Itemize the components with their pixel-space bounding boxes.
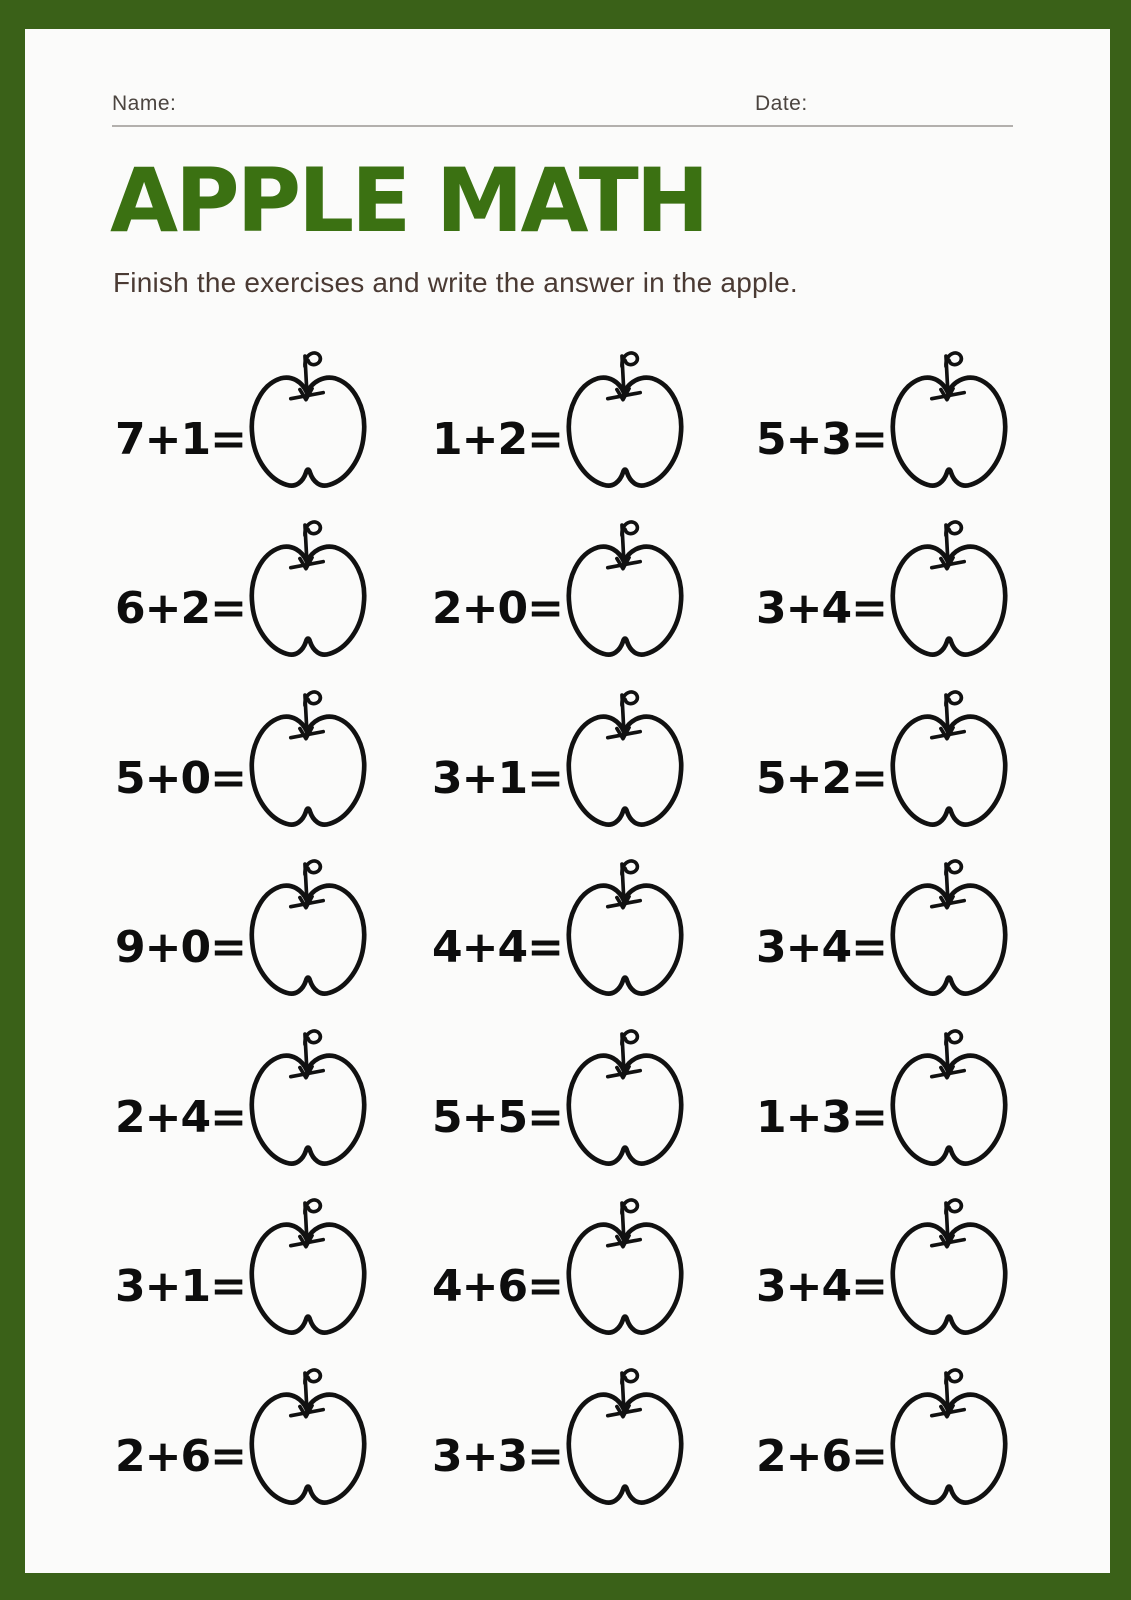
exercise-label: 5+5= — [432, 1091, 563, 1143]
answer-apple[interactable] — [246, 685, 370, 837]
exercise-cell — [112, 676, 429, 846]
exercise-label: 3+4= — [756, 1261, 887, 1313]
exercise-label: 9+0= — [115, 922, 246, 974]
exercise-label: 2+0= — [432, 583, 563, 635]
exercise-label: 5+3= — [756, 413, 887, 465]
answer-apple[interactable] — [887, 854, 1011, 1006]
exercise-cell — [112, 1015, 429, 1185]
worksheet-paper — [25, 29, 1110, 1573]
answer-apple[interactable] — [563, 346, 687, 498]
exercise-cell — [753, 1354, 1017, 1524]
exercise-label: 2+6= — [115, 1430, 246, 1482]
answer-apple[interactable] — [887, 685, 1011, 837]
exercise-cell — [753, 846, 1017, 1016]
exercise-cell — [429, 676, 753, 846]
name-label: Name: — [112, 92, 177, 115]
apple-leaf-loop-icon — [305, 522, 320, 535]
apple-leaf-loop-icon — [622, 692, 637, 705]
apple-leaf-loop-icon — [622, 1370, 637, 1383]
answer-apple[interactable] — [887, 1363, 1011, 1515]
answer-apple[interactable] — [887, 1193, 1011, 1345]
apple-leaf-loop-icon — [305, 353, 320, 366]
apple-leaf-loop-icon — [946, 1031, 961, 1044]
answer-apple[interactable] — [246, 515, 370, 667]
exercise-label: 7+1= — [115, 413, 246, 465]
exercise-label: 3+4= — [756, 583, 887, 635]
exercise-cell — [429, 846, 753, 1016]
exercise-label: 4+4= — [432, 922, 563, 974]
exercise-label: 5+2= — [756, 752, 887, 804]
answer-apple[interactable] — [563, 854, 687, 1006]
answer-apple[interactable] — [246, 1024, 370, 1176]
exercise-label: 1+3= — [756, 1091, 887, 1143]
apple-leaf-loop-icon — [946, 692, 961, 705]
answer-apple[interactable] — [887, 1024, 1011, 1176]
exercise-label: 2+4= — [115, 1091, 246, 1143]
exercise-cell — [429, 1015, 753, 1185]
answer-apple[interactable] — [246, 1193, 370, 1345]
answer-apple[interactable] — [246, 346, 370, 498]
answer-apple[interactable] — [246, 1363, 370, 1515]
exercise-label: 3+1= — [432, 752, 563, 804]
exercise-cell — [429, 337, 753, 507]
exercise-label: 4+6= — [432, 1261, 563, 1313]
date-label: Date: — [755, 92, 808, 115]
exercise-grid — [112, 337, 1017, 1524]
exercise-label: 6+2= — [115, 583, 246, 635]
name-date-line[interactable] — [112, 92, 1013, 127]
answer-apple[interactable] — [563, 685, 687, 837]
answer-apple[interactable] — [563, 1024, 687, 1176]
apple-leaf-loop-icon — [946, 1370, 961, 1383]
apple-leaf-loop-icon — [305, 1370, 320, 1383]
page-title: APPLE MATH — [110, 149, 707, 252]
exercise-cell — [753, 1015, 1017, 1185]
exercise-label: 3+3= — [432, 1430, 563, 1482]
exercise-cell — [429, 1185, 753, 1355]
exercise-label: 2+6= — [756, 1430, 887, 1482]
exercise-cell — [753, 1185, 1017, 1355]
exercise-label: 5+0= — [115, 752, 246, 804]
exercise-label: 3+4= — [756, 922, 887, 974]
exercise-cell — [429, 1354, 753, 1524]
answer-apple[interactable] — [563, 1363, 687, 1515]
apple-leaf-loop-icon — [622, 1200, 637, 1213]
answer-apple[interactable] — [887, 515, 1011, 667]
exercise-cell — [112, 507, 429, 677]
answer-apple[interactable] — [563, 515, 687, 667]
apple-leaf-loop-icon — [946, 353, 961, 366]
apple-leaf-loop-icon — [622, 1031, 637, 1044]
apple-leaf-loop-icon — [305, 1031, 320, 1044]
exercise-cell — [112, 846, 429, 1016]
exercise-cell — [429, 507, 753, 677]
exercise-cell — [753, 337, 1017, 507]
apple-leaf-loop-icon — [305, 861, 320, 874]
answer-apple[interactable] — [887, 346, 1011, 498]
exercise-label: 1+2= — [432, 413, 563, 465]
exercise-cell — [753, 507, 1017, 677]
instructions-text: Finish the exercises and write the answer in the apple. — [113, 267, 798, 298]
exercise-cell — [112, 337, 429, 507]
apple-leaf-loop-icon — [946, 522, 961, 535]
apple-leaf-loop-icon — [305, 692, 320, 705]
apple-leaf-loop-icon — [305, 1200, 320, 1213]
exercise-cell — [112, 1185, 429, 1355]
apple-leaf-loop-icon — [622, 522, 637, 535]
apple-leaf-loop-icon — [622, 353, 637, 366]
apple-leaf-loop-icon — [946, 861, 961, 874]
exercise-label: 3+1= — [115, 1261, 246, 1313]
exercise-cell — [753, 676, 1017, 846]
answer-apple[interactable] — [563, 1193, 687, 1345]
apple-leaf-loop-icon — [622, 861, 637, 874]
apple-leaf-loop-icon — [946, 1200, 961, 1213]
answer-apple[interactable] — [246, 854, 370, 1006]
exercise-cell — [112, 1354, 429, 1524]
